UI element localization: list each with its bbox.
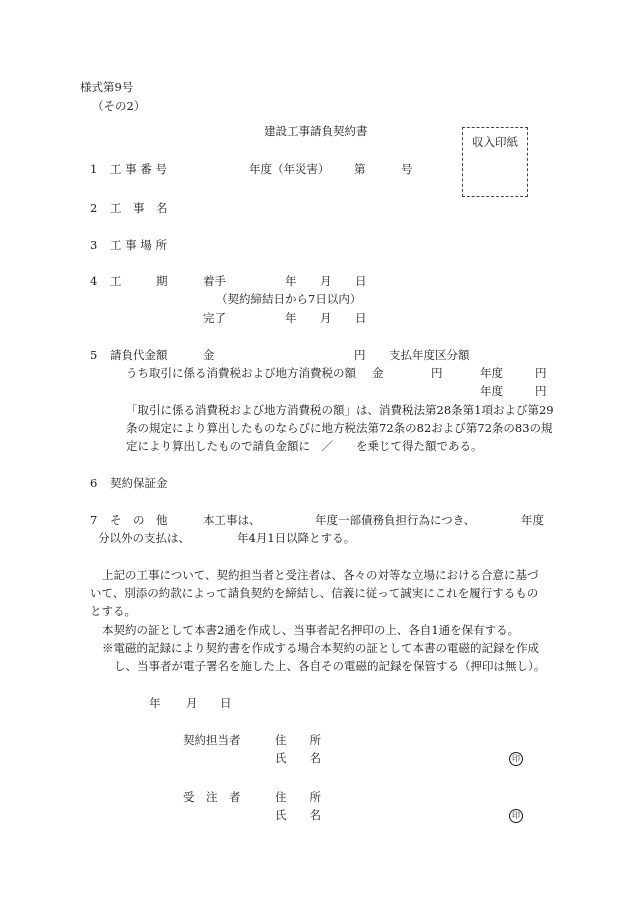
signatory-2-address-label: 住 所: [275, 790, 321, 804]
signatory-2-role: 受 注 者: [183, 790, 241, 804]
body-line-5: ※電磁的記録により契約書を作成する場合本契約の証として本書の電磁的記録を作成: [102, 641, 539, 655]
item-5-nendo-1: 年度: [480, 366, 503, 380]
item-4-number: 4: [90, 274, 98, 288]
date-day: 日: [220, 696, 232, 710]
item-4-end: 完了: [203, 311, 226, 325]
item-5-tax-line: うち取引に係る消費税および地方消費税の額: [126, 366, 356, 380]
item-7-line1-b: 年度一部債務負担行為につき、: [315, 513, 476, 527]
form-sub-number: （その2）: [92, 99, 146, 113]
body-line-6: し、当事者が電子署名を施した上、各自その電磁的記録を保管する（押印は無し）。: [114, 659, 546, 673]
item-2-label: 工 事 名: [110, 201, 168, 215]
body-line-1: 上記の工事について、契約担当者と受注者は、各々の対等な立場における合意に基づ: [102, 568, 539, 582]
item-5-en-1: 円: [535, 366, 547, 380]
item-7-line2-a: 分以外の支払は、: [98, 531, 190, 545]
signatory-1-name-label: 氏 名: [275, 751, 321, 765]
item-1-dai: 第: [354, 162, 366, 176]
item-7-number: 7: [90, 513, 98, 527]
item-4-note: （契約締結日から7日以内）: [216, 292, 362, 306]
item-4-label-a: 工: [110, 274, 122, 288]
item-6-label: 契約保証金: [110, 476, 168, 490]
item-5-tax-en: 円: [431, 366, 443, 380]
item-4-label-b: 期: [156, 274, 168, 288]
signatory-1-role: 契約担当者: [183, 733, 241, 747]
item-5-para-line-1: 「取引に係る消費税および地方消費税の額」は、消費税法第28条第1項および第29: [126, 403, 554, 417]
item-2-number: 2: [90, 201, 98, 215]
item-4-start-month: 月: [320, 274, 332, 288]
item-1-nendo: 年度（年災害）: [249, 162, 330, 176]
revenue-stamp-label: 収入印紙: [472, 135, 518, 149]
item-5-tax-kin: 金: [372, 366, 384, 380]
item-3-label: 工 事 場 所: [110, 238, 167, 252]
seal-mark-icon: 印: [509, 809, 523, 823]
item-6-number: 6: [90, 476, 98, 490]
item-4-start-day: 日: [355, 274, 367, 288]
item-5-bunkatsu: 支払年度区分額: [389, 348, 470, 362]
item-5-en-2: 円: [535, 384, 547, 398]
item-4-end-day: 日: [355, 311, 367, 325]
item-1-number: 1: [90, 162, 98, 176]
item-7-line2-b: 年4月1日以降とする。: [237, 531, 356, 545]
item-5-nendo-2: 年度: [480, 384, 503, 398]
date-month: 月: [186, 696, 198, 710]
item-4-end-month: 月: [320, 311, 332, 325]
item-5-para-line-2: 条の規定により算出したものならびに地方税法第72条の82および第72条の83の規: [126, 421, 553, 435]
item-7-line1-c: 年度: [521, 513, 544, 527]
item-4-end-year: 年: [285, 311, 297, 325]
item-1-go: 号: [401, 162, 413, 176]
seal-mark-icon: 印: [509, 752, 523, 766]
item-5-en: 円: [354, 348, 366, 362]
item-1-label: 工 事 番 号: [110, 162, 167, 176]
item-5-kin: 金: [203, 348, 215, 362]
signatory-1-address-label: 住 所: [275, 733, 321, 747]
item-5-number: 5: [90, 348, 98, 362]
body-line-2: いて、別添の約款によって請負契約を締結し、信義に従って誠実にこれを履行するもの: [90, 586, 539, 600]
item-7-line1-a: 本工事は、: [203, 513, 261, 527]
document-title: 建設工事請負契約書: [264, 124, 368, 138]
revenue-stamp-box: [462, 127, 528, 197]
form-number: 様式第9号: [80, 80, 134, 94]
body-line-4: 本契約の証として本書2通を作成し、当事者記名押印の上、各自1通を保有する。: [102, 623, 520, 637]
signatory-2-name-label: 氏 名: [275, 808, 321, 822]
item-7-label: そ の 他: [110, 513, 168, 527]
item-4-start: 着手: [203, 274, 226, 288]
body-line-3: とする。: [90, 604, 136, 618]
item-5-para-line-3: 定により算出したもので請負金額に ／ を乗じて得た額である。: [126, 439, 483, 453]
item-3-number: 3: [90, 238, 98, 252]
date-year: 年: [149, 696, 161, 710]
item-4-start-year: 年: [285, 274, 297, 288]
item-5-label: 請負代金額: [110, 348, 168, 362]
